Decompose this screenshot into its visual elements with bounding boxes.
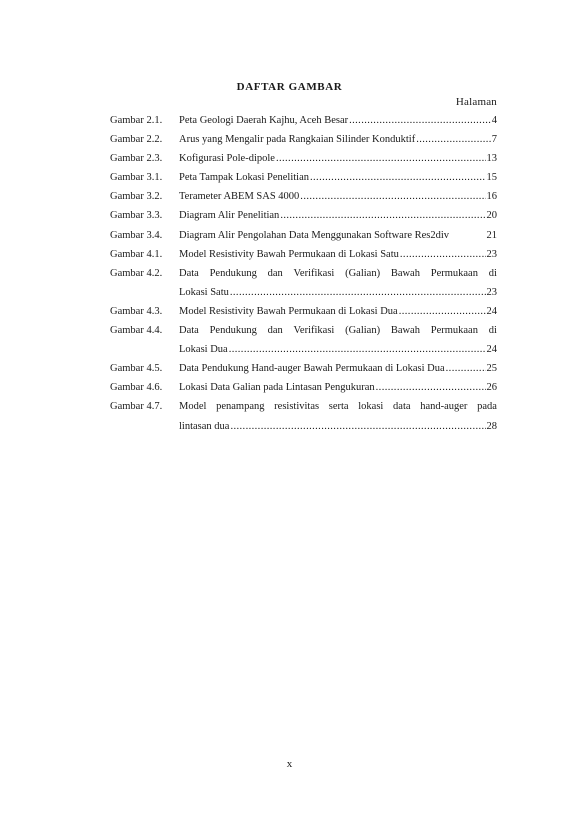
figure-caption: Peta Tampak Lokasi Penelitian bbox=[179, 172, 309, 184]
list-item bbox=[110, 226, 497, 245]
list-item bbox=[110, 206, 497, 225]
figure-number: Gambar 4.7. bbox=[110, 401, 163, 413]
figure-caption: Arus yang Mengalir pada Rangkaian Silinder Konduktif bbox=[179, 134, 416, 146]
figure-number: Gambar 4.3. bbox=[110, 305, 163, 317]
page-column-header: Halaman bbox=[455, 96, 497, 108]
list-item bbox=[110, 149, 497, 168]
page-reference: 23 bbox=[486, 248, 497, 260]
figure-caption-line: Model penampang resistivitas serta lokasi data hand-auger pada bbox=[179, 401, 497, 413]
figure-caption: Lokasi Dua bbox=[179, 344, 228, 356]
list-item bbox=[110, 397, 497, 435]
figure-caption-line: Data Pendukung dan Verifikasi (Galian) Bawah Permukaan di bbox=[179, 267, 497, 279]
figure-caption-line: Data Pendukung dan Verifikasi (Galian) Bawah Permukaan di bbox=[179, 325, 497, 337]
figure-caption: Lokasi Satu bbox=[179, 286, 229, 298]
page-reference: 21 bbox=[486, 229, 497, 241]
page-reference: 25 bbox=[486, 363, 497, 375]
dot-leader bbox=[446, 359, 486, 378]
figure-caption: Data Pendukung Hand-auger Bawah Permukaan di Lokasi Dua bbox=[179, 363, 445, 375]
dot-leader bbox=[310, 168, 486, 187]
figure-caption: Model Resistivity Bawah Permukaan di Lokasi Satu bbox=[179, 248, 399, 260]
page-reference: 23 bbox=[486, 286, 497, 298]
list-item bbox=[110, 359, 497, 378]
figure-number: Gambar 3.1. bbox=[110, 172, 163, 184]
page-reference: 4 bbox=[491, 115, 497, 126]
list-item bbox=[110, 321, 497, 359]
figure-caption: lintasan dua bbox=[179, 420, 230, 432]
dot-leader bbox=[280, 206, 485, 225]
page-reference: 26 bbox=[486, 382, 497, 394]
figure-number: Gambar 2.3. bbox=[110, 153, 163, 165]
page-reference: 15 bbox=[486, 172, 497, 184]
page-reference: 24 bbox=[486, 305, 497, 317]
page-number: x bbox=[286, 758, 293, 770]
figure-caption: Lokasi Data Galian pada Lintasan Pengukuran bbox=[179, 382, 375, 394]
dot-leader bbox=[349, 111, 491, 130]
figure-list bbox=[110, 111, 497, 436]
page-reference: 28 bbox=[486, 420, 497, 432]
figure-caption: Terameter ABEM SAS 4000 bbox=[179, 191, 300, 203]
list-item bbox=[110, 130, 497, 149]
dot-leader bbox=[230, 417, 485, 436]
page-reference: 7 bbox=[491, 134, 497, 146]
dot-leader bbox=[276, 149, 486, 168]
figure-number: Gambar 3.3. bbox=[110, 210, 163, 222]
page-title: DAFTAR GAMBAR bbox=[236, 81, 343, 93]
page-reference: 16 bbox=[486, 191, 497, 203]
figure-number: Gambar 4.2. bbox=[110, 267, 163, 279]
list-item bbox=[110, 378, 497, 397]
dot-leader bbox=[230, 283, 486, 302]
dot-leader bbox=[229, 340, 486, 359]
page-reference: 13 bbox=[486, 153, 497, 165]
figure-number: Gambar 2.2. bbox=[110, 134, 163, 146]
page-reference: 20 bbox=[486, 210, 497, 222]
dot-leader bbox=[400, 245, 486, 264]
figure-number: Gambar 2.1. bbox=[110, 115, 163, 126]
page-reference: 24 bbox=[486, 344, 497, 356]
dot-leader bbox=[376, 378, 486, 397]
list-item bbox=[110, 245, 497, 264]
figure-caption: Peta Geologi Daerah Kajhu, Aceh Besar bbox=[179, 115, 349, 126]
figure-number: Gambar 4.5. bbox=[110, 363, 163, 375]
list-item bbox=[110, 187, 497, 206]
figure-caption: Diagram Alir Pengolahan Data Menggunakan Software Res2div bbox=[179, 229, 450, 241]
dot-leader bbox=[399, 302, 486, 321]
dot-leader bbox=[416, 130, 491, 149]
figure-number: Gambar 3.4. bbox=[110, 229, 163, 241]
list-item bbox=[110, 264, 497, 302]
list-item bbox=[110, 302, 497, 321]
figure-caption: Kofigurasi Pole-dipole bbox=[179, 153, 275, 165]
list-item bbox=[110, 111, 497, 130]
dot-leader bbox=[300, 187, 485, 206]
figure-caption: Model Resistivity Bawah Permukaan di Lokasi Dua bbox=[179, 305, 398, 317]
figure-number: Gambar 4.4. bbox=[110, 325, 163, 337]
figure-number: Gambar 4.6. bbox=[110, 382, 163, 394]
figure-caption: Diagram Alir Penelitian bbox=[179, 210, 280, 222]
figure-number: Gambar 4.1. bbox=[110, 248, 163, 260]
list-item bbox=[110, 168, 497, 187]
figure-number: Gambar 3.2. bbox=[110, 191, 163, 203]
